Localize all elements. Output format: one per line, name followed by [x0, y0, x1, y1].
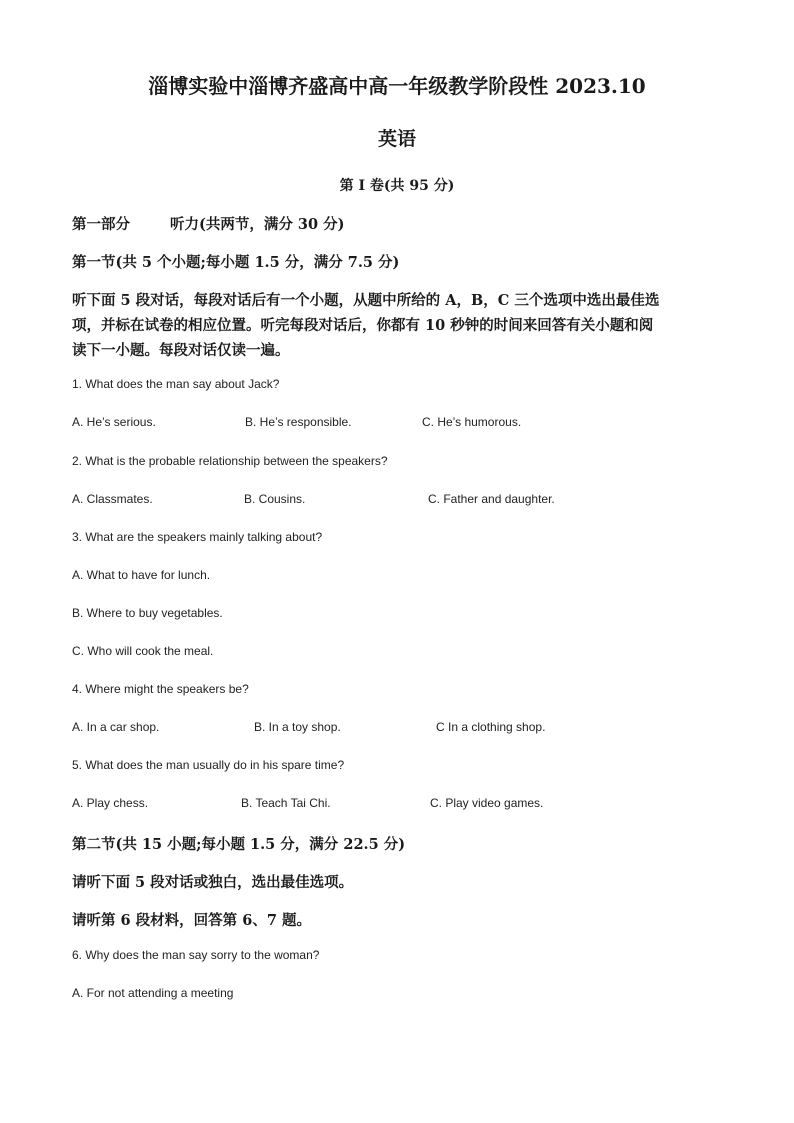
section1-instruction-line: 项，并标在试卷的相应位置。听完每段对话后，你都有 10 秒钟的时间来回答有关小题和阅 — [72, 317, 654, 334]
q3-option-c: C. Who will cook the meal. — [72, 644, 214, 658]
q5-option-c: C. Play video games. — [430, 796, 544, 810]
question-6: 6. Why does the man say sorry to the woman? — [72, 948, 320, 962]
question-4: 4. Where might the speakers be? — [72, 682, 249, 696]
q2-option-a: A. Classmates. — [72, 492, 153, 506]
part1-name: 听力(共两节，满分 30 分) — [170, 216, 345, 233]
question-5: 5. What does the man usually do in his spare time? — [72, 758, 345, 772]
question-1: 1. What does the man say about Jack? — [72, 377, 280, 391]
document-title: 淄博实验中淄博齐盛高中高一年级教学阶段性 2023.10 — [148, 74, 646, 98]
q4-option-c: C In a clothing shop. — [436, 720, 546, 734]
section1-instruction-line: 听下面 5 段对话，每段对话后有一个小题，从题中所给的 A，B，C 三个选项中选出最佳选 — [72, 292, 660, 309]
q3-option-a: A. What to have for lunch. — [72, 568, 211, 582]
q4-option-a: A. In a car shop. — [72, 720, 160, 734]
q5-option-b: B. Teach Tai Chi. — [241, 796, 331, 810]
q2-option-b: B. Cousins. — [244, 492, 306, 506]
question-3: 3. What are the speakers mainly talking about? — [72, 530, 323, 544]
q2-option-c: C. Father and daughter. — [428, 492, 555, 506]
q1-option-b: B. He’s responsible. — [245, 415, 352, 429]
section1-heading: 第一节(共 5 个小题;每小题 1.5 分，满分 7.5 分) — [72, 254, 400, 271]
material-6-instruction: 请听第 6 段材料，回答第 6、7 题。 — [72, 912, 311, 929]
section2-heading: 第二节(共 15 小题;每小题 1.5 分，满分 22.5 分) — [72, 836, 406, 853]
q1-option-a: A. He’s serious. — [72, 415, 156, 429]
part1-label: 第一部分 — [72, 216, 130, 233]
subject-title: 英语 — [377, 128, 416, 150]
q3-option-b: B. Where to buy vegetables. — [72, 606, 223, 620]
section2-instruction: 请听下面 5 段对话或独白，选出最佳选项。 — [72, 874, 354, 891]
q1-option-c: C. He’s humorous. — [422, 415, 522, 429]
q6-option-a: A. For not attending a meeting — [72, 986, 234, 1000]
section1-instruction-line: 读下一小题。每段对话仅读一遍。 — [72, 342, 290, 359]
q4-option-b: B. In a toy shop. — [254, 720, 341, 734]
q5-option-a: A. Play chess. — [72, 796, 149, 810]
volume-heading: 第 I 卷(共 95 分) — [339, 178, 455, 194]
question-2: 2. What is the probable relationship between the speakers? — [72, 454, 388, 468]
